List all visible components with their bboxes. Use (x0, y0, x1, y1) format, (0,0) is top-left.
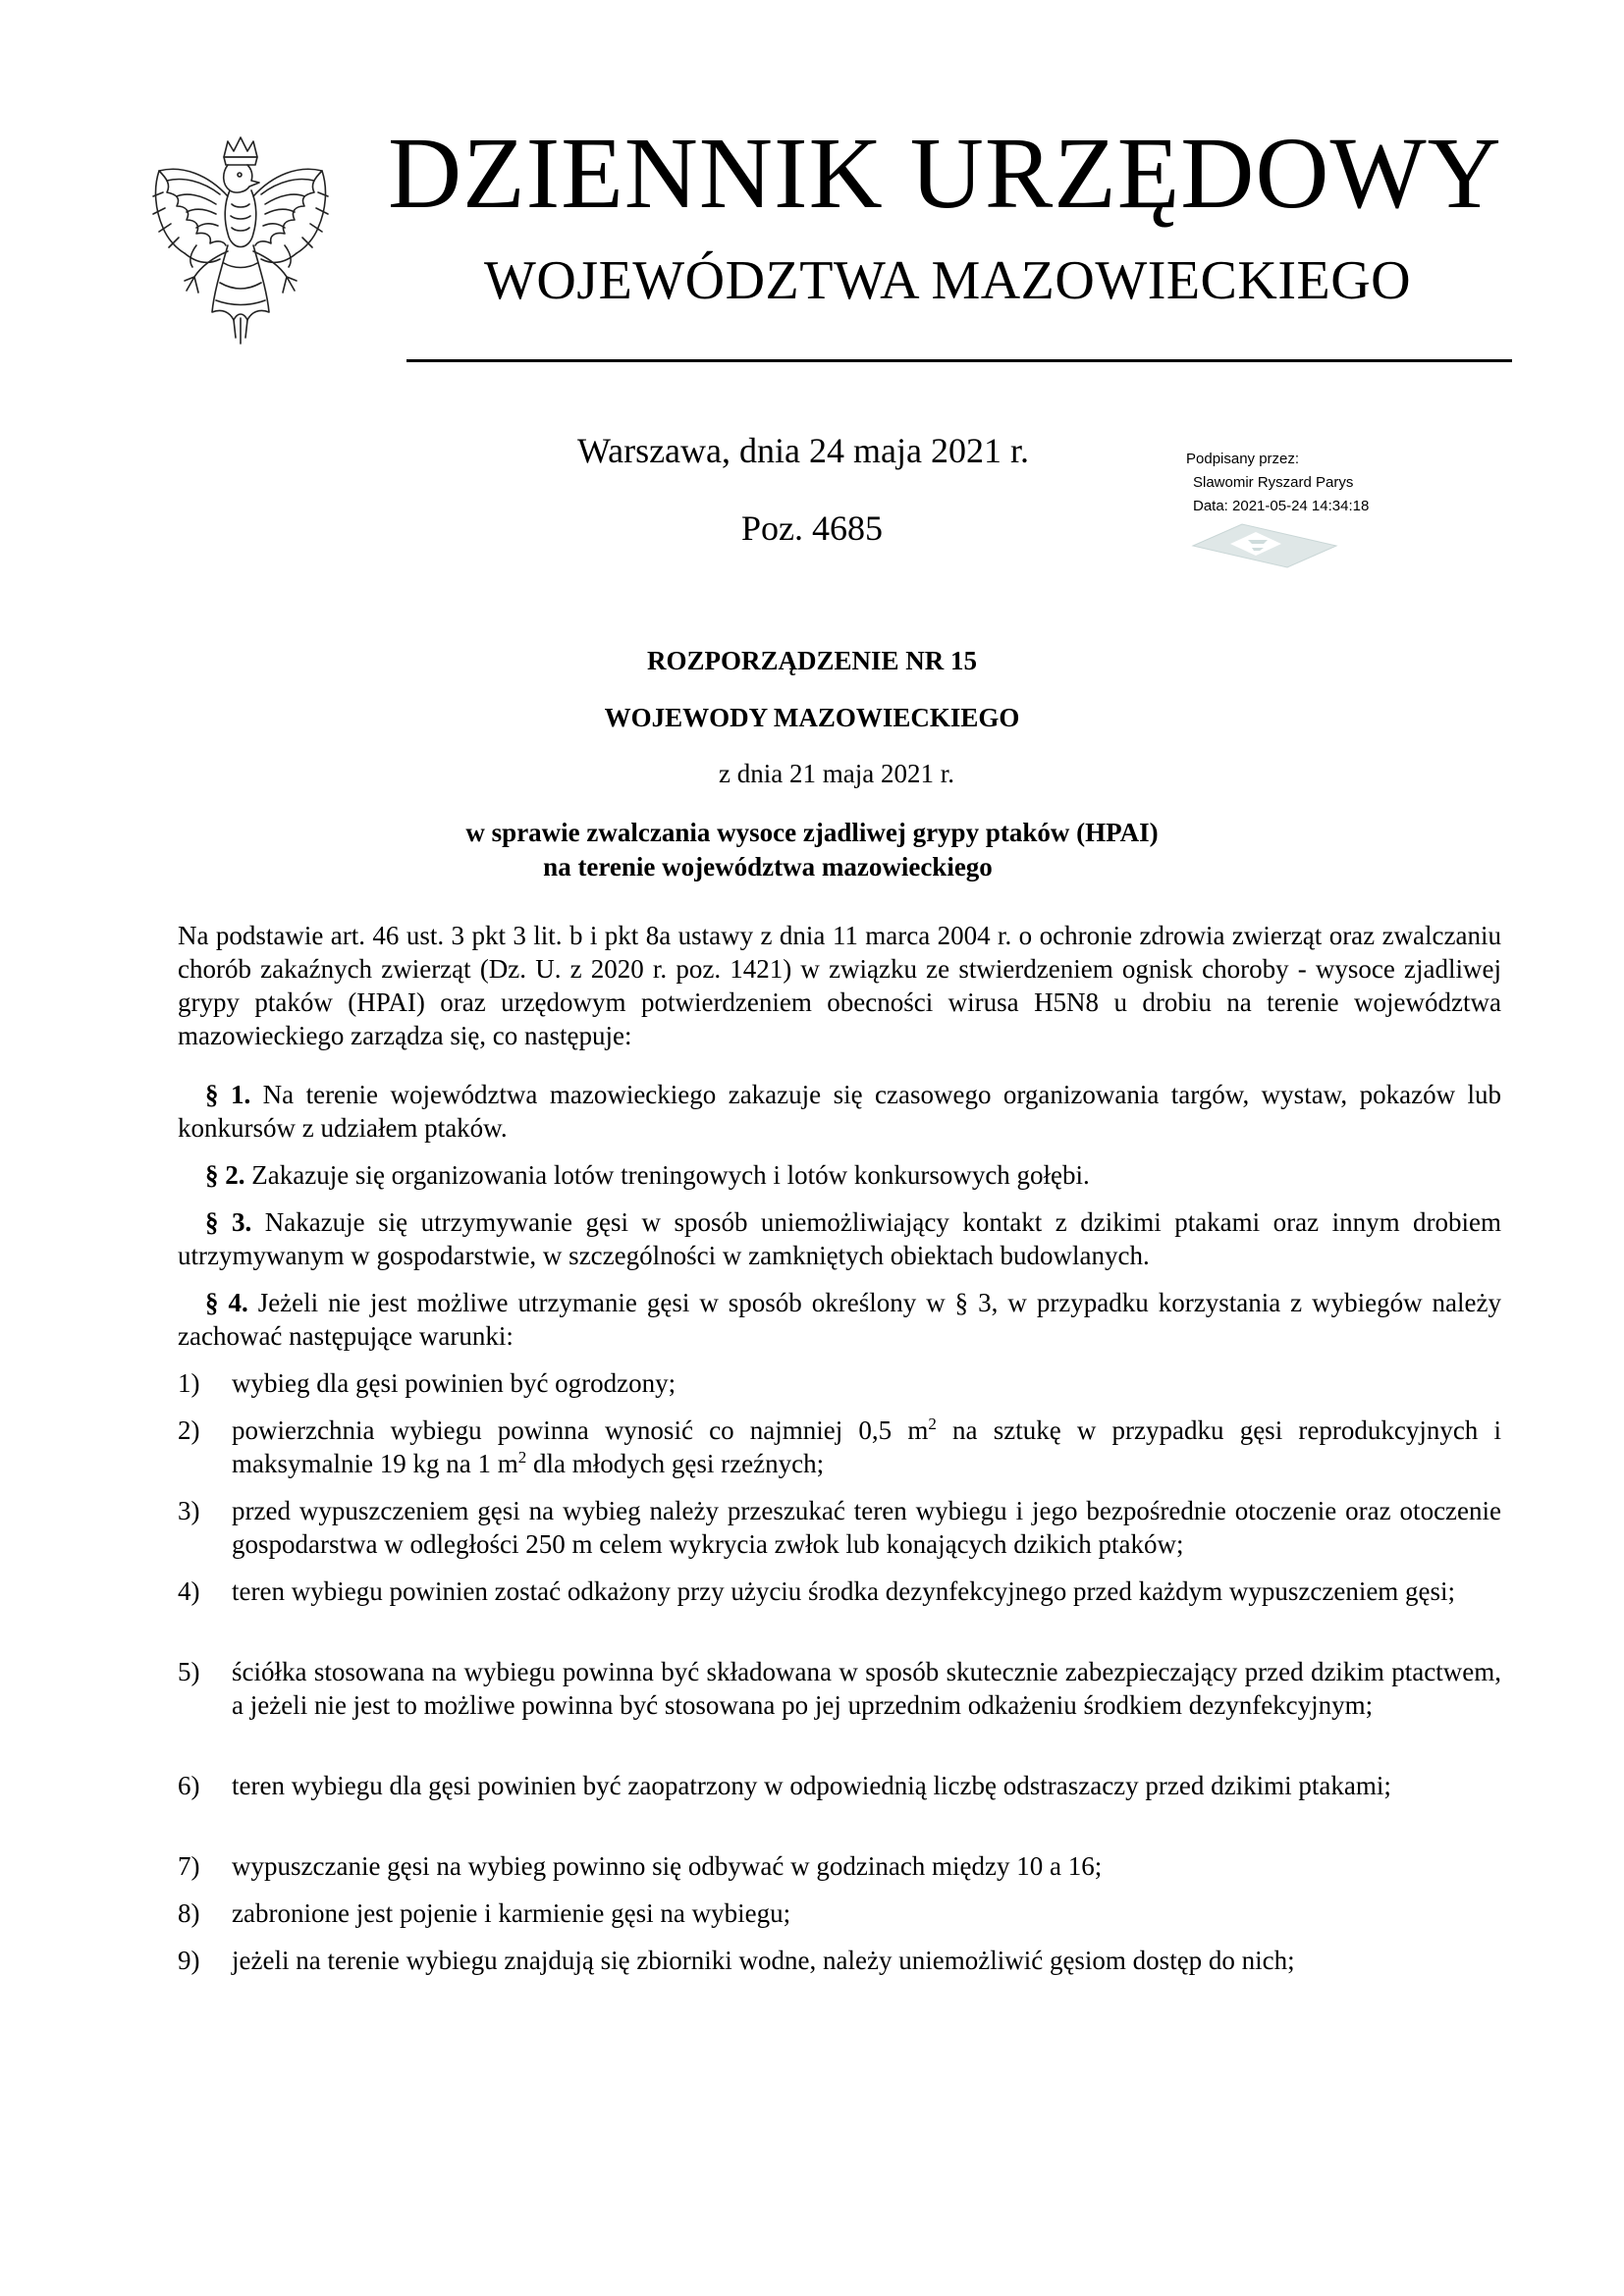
act-subject-line-2: na terenie województwa mazowieckiego (543, 852, 993, 881)
act-issuer: WOJEWODY MAZOWIECKIEGO (604, 703, 1020, 732)
paragraph-2-mark: § 2. (205, 1160, 245, 1190)
signature-date: Data: 2021-05-24 14:34:18 (1193, 498, 1370, 514)
publication-place-date: Warszawa, dnia 24 maja 2021 r. (577, 431, 1029, 470)
list-item (178, 1944, 1501, 1977)
list-item-number: 5) (178, 1657, 200, 1686)
list-item-number: 7) (178, 1851, 200, 1881)
list-item (178, 1366, 1501, 1400)
list-item-text: wypuszczanie gęsi na wybieg powinno się odbywać w godzinach między 10 a 16; (232, 1851, 1103, 1881)
list-item-text: przed wypuszczeniem gęsi na wybieg należy przeszukać teren wybiegu i jego bezpośrednie otoczenie oraz otoczenie gospodarstwa w odległości 250 m celem wykrycia zwłok lub konających dzikich ptaków; (232, 1496, 1501, 1559)
paragraph-4 (178, 1286, 1501, 1353)
list-item (178, 1494, 1501, 1561)
paragraph-3-text: Nakazuje się utrzymywanie gęsi w sposób uniemożliwiający kontakt z dzikimi ptakami oraz innym drobiem utrzymywanym w gospodarstwie, w szczególności w zamkniętych obiektach budowlanych. (178, 1207, 1502, 1270)
signature-label: Podpisany przez: (1186, 451, 1300, 467)
paragraph-2-text: Zakazuje się organizowania lotów treningowych i lotów konkursowych gołębi. (251, 1160, 1090, 1190)
list-item-text: jeżeli na terenie wybiegu znajdują się zbiorniki wodne, należy uniemożliwić gęsiom dostęp do nich; (232, 1946, 1295, 1975)
header-divider (406, 359, 1512, 362)
list-item-number: 9) (178, 1946, 200, 1975)
list-item-number: 1) (178, 1368, 200, 1398)
position-number: Poz. 4685 (741, 508, 883, 548)
list-item-number: 6) (178, 1771, 200, 1800)
list-item (178, 1414, 1501, 1480)
paragraph-3 (178, 1205, 1501, 1272)
list-item-text: teren wybiegu dla gęsi powinien być zaopatrzony w odpowiednią liczbę odstraszaczy przed dzikimi ptakami; (232, 1771, 1391, 1800)
coat-of-arms-eagle-icon (137, 135, 344, 369)
list-item-text: zabronione jest pojenie i karmienie gęsi na wybiegu; (232, 1898, 791, 1928)
signature-watermark-icon (1191, 520, 1338, 571)
list-item (178, 1896, 1501, 1930)
paragraph-1-text: Na terenie województwa mazowieckiego zakazuje się czasowego organizowania targów, wystaw, pokazów lub konkursów z udziałem ptaków. (178, 1080, 1502, 1143)
list-item (178, 1769, 1501, 1802)
paragraph-4-text: Jeżeli nie jest możliwe utrzymanie gęsi w sposób określony w § 3, w przypadku korzystania z wybiegów należy zachować następujące warunki: (178, 1288, 1502, 1351)
act-subject (0, 816, 1624, 884)
paragraph-3-mark: § 3. (205, 1207, 252, 1237)
list-item-text: ściółka stosowana na wybiegu powinna być składowana w sposób skutecznie zabezpieczający przed dzikim ptactwem, a jeżeli nie jest to możliwe powinna być stosowana po jej uprzednim odkażeniu środkiem dezynfekcyjnym; (232, 1657, 1501, 1720)
list-item-number: 8) (178, 1898, 200, 1928)
electronic-signature (1186, 448, 1441, 518)
paragraph-1 (178, 1078, 1501, 1145)
list-item (178, 1655, 1501, 1722)
act-subject-line-1: w sprawie zwalczania wysoce zjadliwej grypy ptaków (HPAI) (465, 818, 1159, 847)
paragraph-4-mark: § 4. (205, 1288, 248, 1317)
list-item (178, 1849, 1501, 1883)
signature-name: Slawomir Ryszard Parys (1193, 474, 1354, 491)
list-item-text: wybieg dla gęsi powinien być ogrodzony; (232, 1368, 677, 1398)
journal-title: DZIENNIK URZĘDOWY (388, 117, 1502, 230)
list-item-text: powierzchnia wybiegu powinna wynosić co najmniej 0,5 $m^2$ na sztukę w przypadku gęsi reprodukcyjnych i maksymalnie 19 kg na 1 $m^2$ dla młodych gęsi rzeźnych; (232, 1415, 1501, 1478)
list-item-text: teren wybiegu powinien zostać odkażony przy użyciu środka dezynfekcyjnego przed każdym wypuszczeniem gęsi; (232, 1576, 1456, 1606)
act-type: ROZPORZĄDZENIE NR 15 (646, 646, 978, 675)
list-item-number: 4) (178, 1576, 200, 1606)
paragraph-1-mark: § 1. (205, 1080, 251, 1109)
preamble (178, 919, 1501, 1052)
list-item-number: 2) (178, 1415, 200, 1445)
act-date: z dnia 21 maja 2021 r. (719, 759, 954, 788)
list-item (178, 1575, 1501, 1608)
journal-subtitle: WOJEWÓDZTWA MAZOWIECKIEGO (484, 250, 1412, 311)
preamble-text: Na podstawie art. 46 ust. 3 pkt 3 lit. b i pkt 8a ustawy z dnia 11 marca 2004 r. o ochronie zdrowia zwierząt oraz zwalczaniu chorób zakaźnych zwierząt (Dz. U. z 2020 r. poz. 1421) w związku ze stwierdzeniem ognisk choroby - wysoce zjadliwej grypy ptaków (HPAI) oraz urzędowym potwierdzeniem obecności wirusa H5N8 u drobiu na terenie województwa mazowieckiego zarządza się, co następuje: (178, 921, 1501, 1050)
list-item-number: 3) (178, 1496, 200, 1525)
paragraph-2 (178, 1158, 1501, 1192)
